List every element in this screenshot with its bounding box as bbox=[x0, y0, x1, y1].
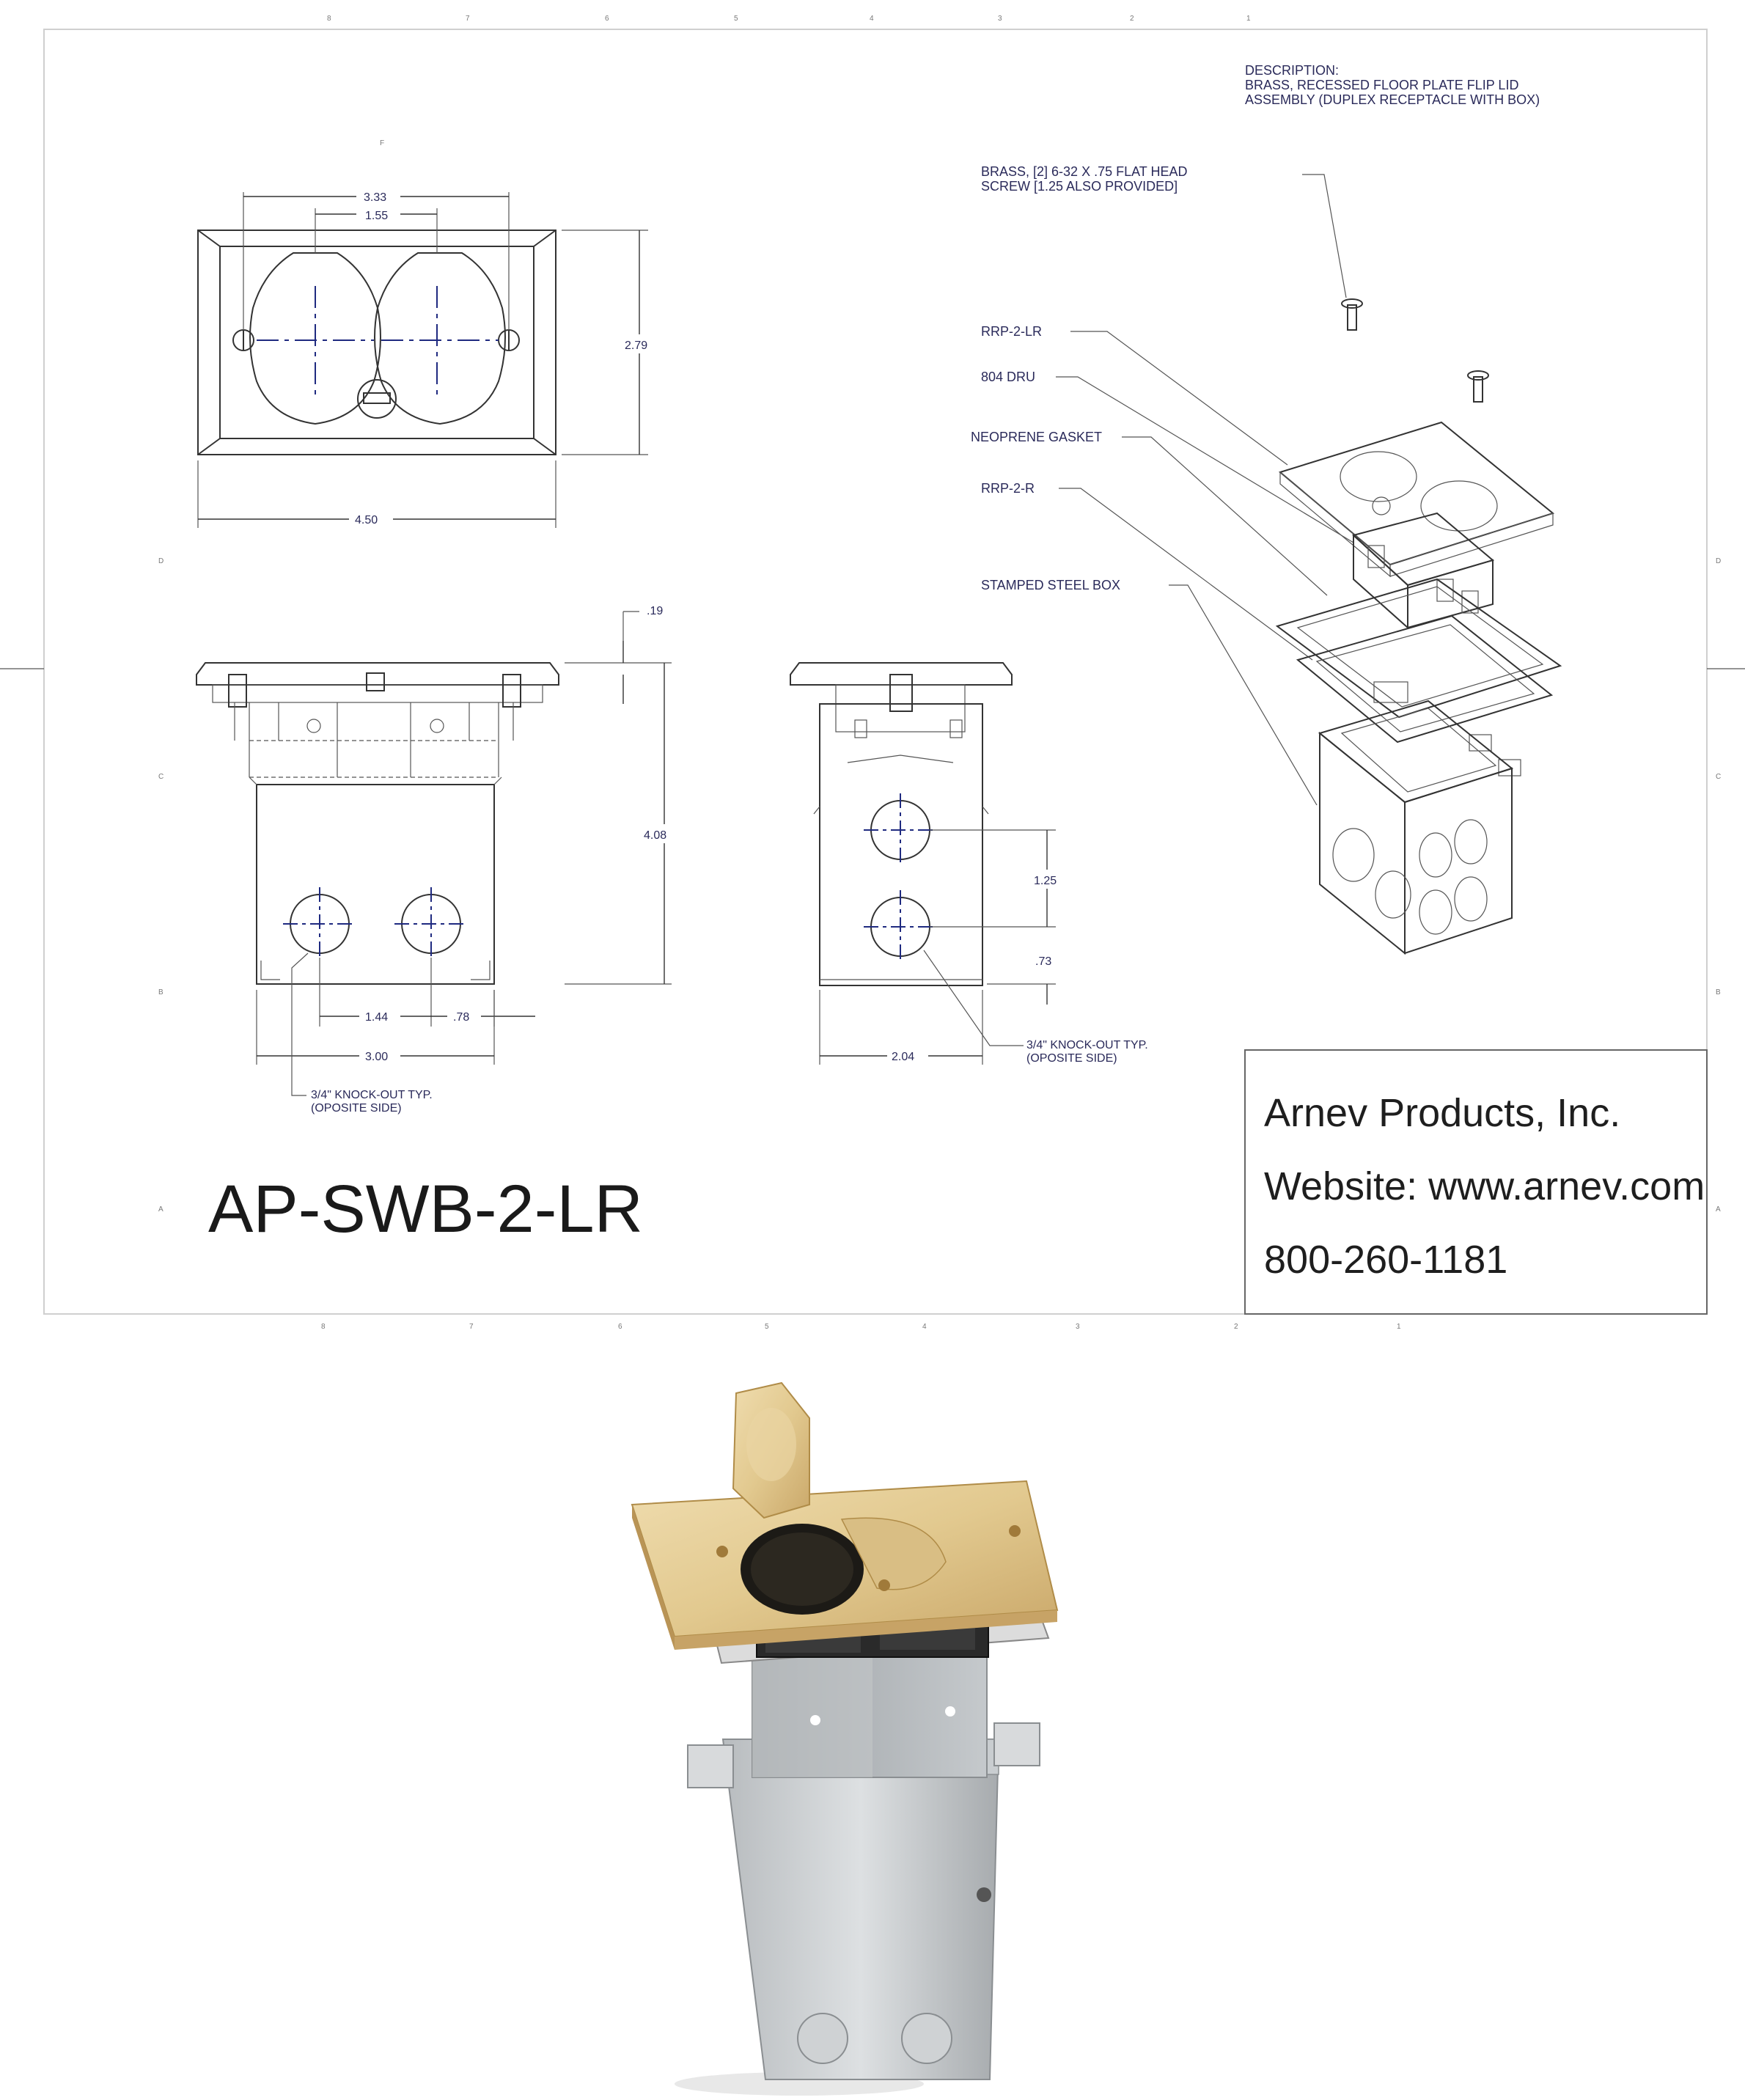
duplex-receptacle bbox=[1353, 513, 1493, 628]
company-phone: 800-260-1181 bbox=[1264, 1238, 1508, 1282]
callout-rrp-2-r: RRP-2-R bbox=[981, 481, 1035, 496]
zone-top-2: 2 bbox=[1130, 15, 1134, 23]
zone-top-8: 8 bbox=[327, 15, 331, 23]
callout-stamped-steel-box: STAMPED STEEL BOX bbox=[981, 578, 1121, 592]
side-ko-note-line2: (OPOSITE SIDE) bbox=[1026, 1052, 1117, 1065]
zone-right-b: B bbox=[1716, 988, 1721, 996]
side-view bbox=[790, 663, 1148, 1065]
company-name: Arnev Products, Inc. bbox=[1264, 1091, 1621, 1135]
zone-bottom-8: 8 bbox=[321, 1323, 326, 1331]
zone-left-b: B bbox=[158, 988, 164, 996]
zone-top-5: 5 bbox=[734, 15, 738, 23]
dim-front-ko-edge: .78 bbox=[453, 1011, 470, 1024]
callout-screw-line2: SCREW [1.25 ALSO PROVIDED] bbox=[981, 179, 1178, 194]
zone-bottom-2: 2 bbox=[1234, 1323, 1238, 1331]
dim-plate-width: 4.50 bbox=[355, 514, 378, 526]
zone-bottom-3: 3 bbox=[1076, 1323, 1080, 1331]
company-website: Website: www.arnev.com bbox=[1264, 1164, 1705, 1208]
front-ko-note-line1: 3/4" KNOCK-OUT TYP. bbox=[311, 1089, 433, 1101]
dim-top-center-spacing: 1.55 bbox=[365, 210, 389, 222]
dim-side-width: 2.04 bbox=[892, 1051, 915, 1063]
stamped-steel-box bbox=[1320, 682, 1512, 953]
dim-box-width: 3.00 bbox=[365, 1051, 389, 1063]
zone-bottom-4: 4 bbox=[922, 1323, 927, 1331]
zone-top-4: 4 bbox=[870, 15, 874, 23]
zone-left-a: A bbox=[158, 1205, 164, 1214]
exploded-view bbox=[971, 63, 1560, 953]
callout-804-dru: 804 DRU bbox=[981, 370, 1036, 384]
zone-left-d: D bbox=[158, 557, 164, 565]
dim-side-ko-bottom: .73 bbox=[1035, 955, 1052, 968]
description-line1: BRASS, RECESSED FLOOR PLATE FLIP LID bbox=[1245, 78, 1519, 92]
zone-right-d: D bbox=[1716, 557, 1722, 565]
dim-front-ko-spacing: 1.44 bbox=[365, 1011, 389, 1024]
zone-right-c: C bbox=[1716, 773, 1722, 781]
flat-head-screw-icon bbox=[1468, 371, 1488, 402]
part-number: AP-SWB-2-LR bbox=[208, 1172, 643, 1247]
front-view bbox=[196, 605, 683, 1115]
dim-side-ko-spacing: 1.25 bbox=[1034, 875, 1057, 887]
top-view-plate bbox=[198, 186, 661, 528]
dim-overall-height: 4.08 bbox=[644, 829, 667, 842]
zone-top-6: 6 bbox=[605, 15, 609, 23]
dim-flange-thickness: .19 bbox=[647, 605, 664, 617]
callout-rrp-2-lr: RRP-2-LR bbox=[981, 324, 1043, 339]
zone-top-7: 7 bbox=[466, 15, 470, 23]
front-ko-note-line2: (OPOSITE SIDE) bbox=[311, 1102, 402, 1115]
zone-f-left: F bbox=[380, 139, 385, 147]
product-photo bbox=[632, 1383, 1057, 2096]
zone-bottom-7: 7 bbox=[469, 1323, 474, 1331]
callout-screw-line1: BRASS, [2] 6-32 X .75 FLAT HEAD bbox=[981, 164, 1188, 179]
zone-bottom-6: 6 bbox=[618, 1323, 622, 1331]
flat-head-screw-icon bbox=[1342, 299, 1362, 330]
zone-left-c: C bbox=[158, 773, 164, 781]
zone-bottom-5: 5 bbox=[765, 1323, 769, 1331]
callout-neoprene-gasket: NEOPRENE GASKET bbox=[971, 430, 1103, 444]
zone-top-3: 3 bbox=[998, 15, 1002, 23]
side-ko-note-line1: 3/4" KNOCK-OUT TYP. bbox=[1026, 1039, 1148, 1051]
zone-right-a: A bbox=[1716, 1205, 1721, 1214]
title-block bbox=[1245, 1050, 1707, 1314]
description-line2: ASSEMBLY (DUPLEX RECEPTACLE WITH BOX) bbox=[1245, 92, 1540, 107]
description-heading: DESCRIPTION: bbox=[1245, 63, 1340, 78]
zone-top-1: 1 bbox=[1246, 15, 1251, 23]
dim-top-width-holes: 3.33 bbox=[364, 191, 387, 204]
zone-bottom-1: 1 bbox=[1397, 1323, 1401, 1331]
dim-plate-height: 2.79 bbox=[625, 339, 648, 352]
